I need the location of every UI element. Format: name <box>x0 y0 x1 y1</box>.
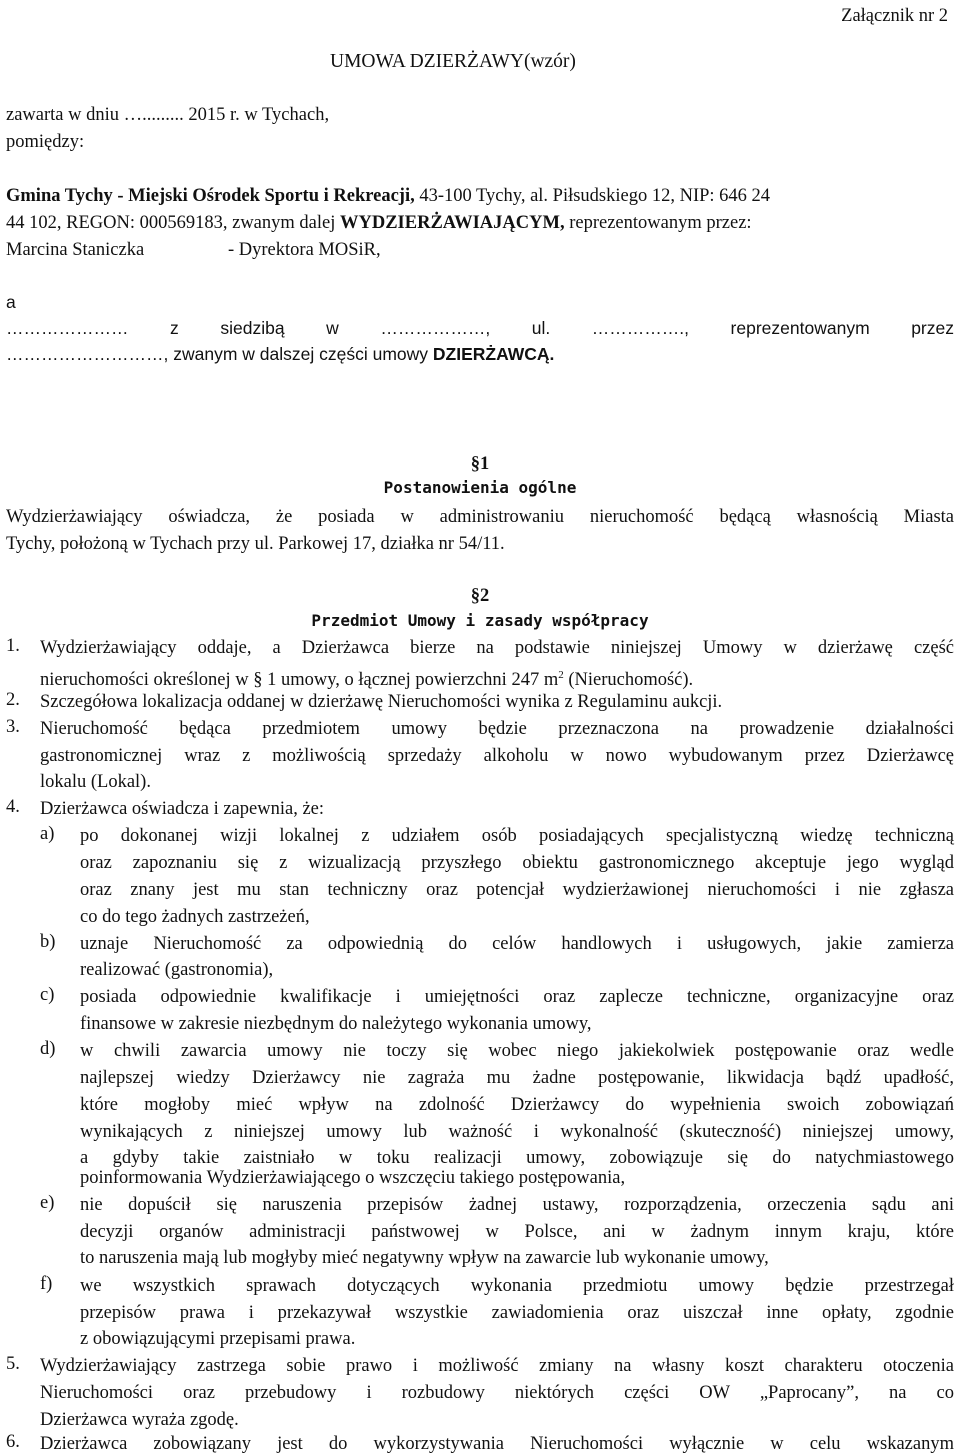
lessor-line-1 <box>6 184 770 208</box>
subitem-a-line-3: oraz znany jest mu stan techniczny oraz potencjał wydzierżawionej nieruchomości i nie zgłasza <box>80 880 954 900</box>
item-text: Szczegółowa lokalizacja oddanej w dzierżawę Nieruchomości wynika z Regulaminu aukcji. <box>40 692 723 712</box>
item-3-line-2: gastronomicznej wraz z możliwością sprzedaży alkoholu w nowo wybudowanym przez Dzierżawcę <box>40 746 954 766</box>
lessor-registry: 44 102, REGON: 000569183, zwanym dalej <box>6 213 340 233</box>
subitem-c-line-2: finansowe w zakresie niezbędnym do należytego wykonania umowy, <box>80 1014 592 1034</box>
annex-label: Załącznik nr 2 <box>841 6 948 26</box>
lessor-name: Gmina Tychy - Miejski Ośrodek Sportu i Rekreacji, <box>6 186 415 206</box>
subitem-d-line-3: które mogłoby mieć wpływ na zdolność Dzierżawcy do wypełnienia swoich zobowiązań <box>80 1095 954 1115</box>
section-2-heading: Przedmiot Umowy i zasady współpracy <box>311 611 649 630</box>
item-text: Dzierżawca oświadcza i zapewnia, że: <box>40 799 325 819</box>
lessor-address: 43-100 Tychy, al. Piłsudskiego 12, NIP: 646 24 <box>414 186 771 206</box>
subitem-f-line-1 <box>0 1274 960 1298</box>
subitem-text: posiada odpowiednie kwalifikacje i umiejętności oraz zaplecze techniczne, organizacyjne oraz <box>80 987 954 1007</box>
subitem-b-line-2: realizować (gastronomia), <box>80 960 274 980</box>
item-number: 1. <box>6 636 20 656</box>
item-number: 6. <box>6 1432 20 1452</box>
item-5-line-2: Nieruchomości oraz przebudowy i rozbudowy niektórych części OW „Paprocany”, na co <box>40 1383 954 1403</box>
item-number: 4. <box>6 797 20 817</box>
item-6-line-1 <box>0 1432 960 1456</box>
subitem-a-line-4: co do tego żadnych zastrzeżeń, <box>80 907 310 927</box>
item-5-line-3: Dzierżawca wyraża zgodę. <box>40 1410 239 1430</box>
item-4 <box>0 797 960 821</box>
item-5-line-1 <box>0 1354 960 1378</box>
item-1-line-1 <box>0 636 960 660</box>
lessee-placeholder: ………………………, zwanym w dalszej części umowy <box>6 344 433 364</box>
subitem-f-line-3: z obowiązującymi przepisami prawa. <box>80 1329 356 1349</box>
subitem-letter: e) <box>40 1193 55 1213</box>
subitem-e-line-2: decyzji organów administracji państwowej w Polsce, ani w żadnym innym kraju, które <box>80 1222 954 1242</box>
subitem-d-line-4: wynikających z niniejszej umowy lub ważność i wykonalność (skuteczność) niniejszej umowy, <box>80 1122 954 1142</box>
lessee-line-1: ………………… z siedzibą w ………………, ul. ……………., reprezentowanym przez <box>6 318 954 338</box>
subitem-a-line-1 <box>0 824 960 848</box>
subitem-f-line-2: przepisów prawa i przekazywał wszystkie zawiadomienia oraz uiszczał inne opłaty, zgodnie <box>80 1303 954 1323</box>
subitem-b-line-1 <box>0 932 960 956</box>
lessor-line-2 <box>6 211 752 235</box>
lessor-represented: reprezentowanym przez: <box>564 213 752 233</box>
subitem-a-line-2: oraz zapoznaniu się z wizualizacją przyszłego obiektu gastronomicznego akceptuje jego wygląd <box>80 853 954 873</box>
lessee-line-2 <box>6 342 554 366</box>
subitem-d-line-1 <box>0 1039 960 1063</box>
item-text: Wydzierżawiający zastrzega sobie prawo i możliwość zmiany na własny koszt charakteru otoczenia <box>40 1356 954 1376</box>
section-2-symbol: §2 <box>470 586 490 606</box>
item-text: Dzierżawca zobowiązany jest do wykorzystywania Nieruchomości wyłącznie w celu wskazanym <box>40 1434 954 1454</box>
item-number: 5. <box>6 1354 20 1374</box>
subitem-text: po dokonanej wizji lokalnej z udziałem osób posiadających specjalistyczną wiedzę techniczną <box>80 826 954 846</box>
item-text: nieruchomości określonej w § 1 umowy, o łącznej powierzchni 247 m <box>40 670 559 691</box>
lessor-role: WYDZIERŻAWIAJĄCYM, <box>340 213 565 233</box>
item-text: Wydzierżawiający oddaje, a Dzierżawca bierze na podstawie niniejszej Umowy w dzierżawę część <box>40 638 954 658</box>
subitem-d-line-5: a gdyby takie zaistniało w toku realizacji umowy, zobowiązuje się do natychmiastowego <box>80 1148 954 1168</box>
subitem-letter: b) <box>40 932 56 952</box>
subitem-e-line-1 <box>0 1193 960 1217</box>
subitem-text: w chwili zawarcia umowy nie toczy się wobec niego jakiekolwiek postępowanie oraz wedle <box>80 1041 954 1061</box>
subitem-text: we wszystkich sprawach dotyczących wykonania przedmiotu umowy będzie przestrzegał <box>80 1276 954 1296</box>
item-number: 3. <box>6 717 20 737</box>
intro-between: pomiędzy: <box>6 132 85 152</box>
item-1-line-2 <box>40 663 693 692</box>
lessee-conj: a <box>6 292 16 312</box>
item-text: Nieruchomość będąca przedmiotem umowy będzie przeznaczona na prowadzenie działalności <box>40 719 954 739</box>
intro-date-line: zawarta w dniu …......... 2015 r. w Tychach, <box>6 105 330 125</box>
section-1-heading: Postanowienia ogólne <box>383 478 577 497</box>
subitem-text: uznaje Nieruchomość za odpowiednią do celów handlowych i usługowych, jakie zamierza <box>80 934 954 954</box>
section-1-text-1: Wydzierżawiający oświadcza, że posiada w administrowaniu nieruchomość będącą własnością Miasta <box>6 507 954 527</box>
item-number: 2. <box>6 690 20 710</box>
item-text: (Nieruchomość). <box>563 670 694 691</box>
subitem-letter: c) <box>40 985 55 1005</box>
subitem-c-line-1 <box>0 985 960 1009</box>
section-1-text-2: Tychy, położoną w Tychach przy ul. Parkowej 17, działka nr 54/11. <box>6 534 505 554</box>
subitem-letter: f) <box>40 1274 53 1294</box>
item-3-line-1 <box>0 717 960 741</box>
subitem-e-line-3: to naruszenia mają lub mogłyby mieć negatywny wpływ na zawarcie lub wykonanie umowy, <box>80 1248 769 1268</box>
item-3-line-3: lokalu (Lokal). <box>40 772 151 792</box>
subitem-d-line-2: najlepszej wiedzy Dzierżawcy nie zagraża mu żadne postępowanie, likwidacja bądź upadłość, <box>80 1068 954 1088</box>
document-title: UMOWA DZIERŻAWY(wzór) <box>330 51 576 72</box>
lessor-representative: Marcina Staniczka <box>6 240 145 260</box>
lessor-representative-role: - Dyrektora MOSiR, <box>228 240 381 260</box>
subitem-text: nie dopuścił się naruszenia przepisów żadnej ustawy, rozporządzenia, orzeczenia sądu ani <box>80 1195 954 1215</box>
subitem-letter: a) <box>40 824 55 844</box>
lessee-role: DZIERŻAWCĄ. <box>432 344 555 364</box>
section-1-symbol: §1 <box>470 454 490 474</box>
subitem-letter: d) <box>40 1039 56 1059</box>
item-2 <box>0 690 960 714</box>
subitem-d-line-6: poinformowania Wydzierżawiającego o wszczęciu takiego postępowania, <box>80 1168 626 1188</box>
superscript: 2 <box>558 669 564 681</box>
